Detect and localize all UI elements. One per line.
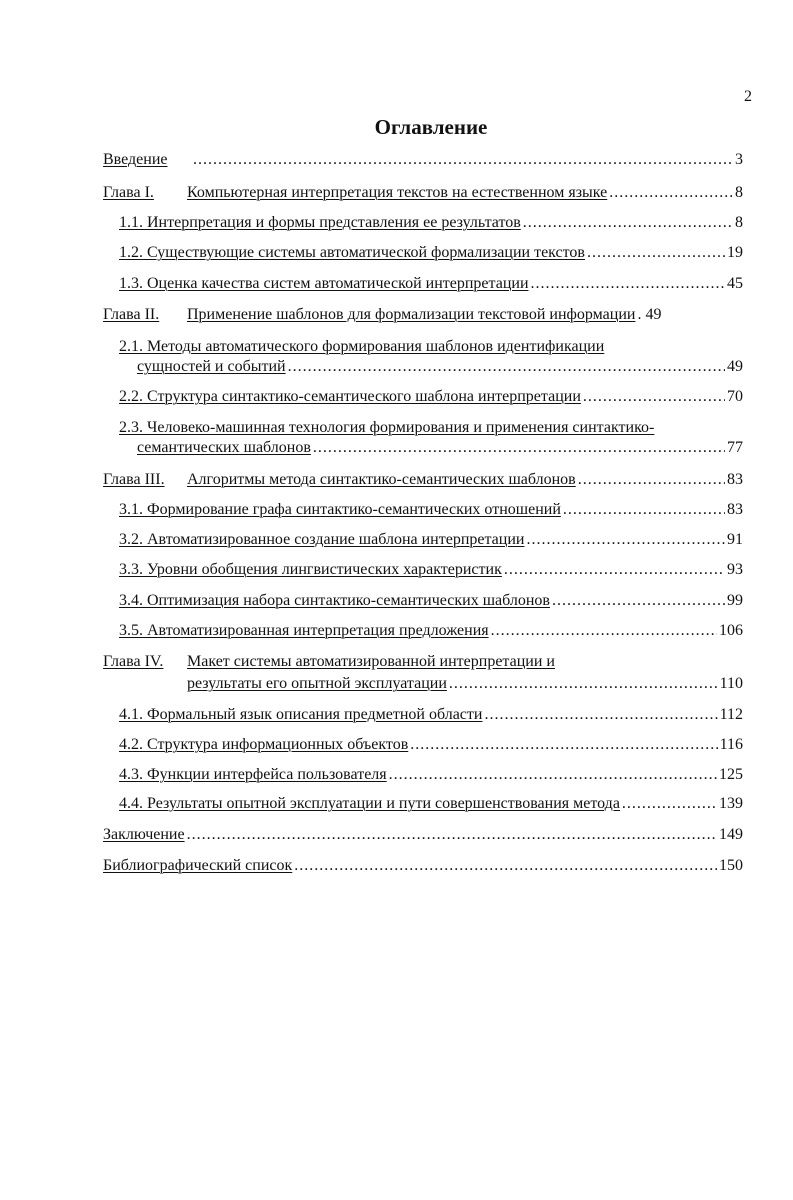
toc-entry-text: 2.2. Структура синтактико-семантического шаблона интерпретации: [119, 388, 581, 405]
chapter-label: Глава I.: [103, 184, 154, 201]
toc-entry-4-2[interactable]: [119, 735, 743, 755]
toc-entry-page: 99: [727, 592, 743, 609]
dot-leader: [552, 591, 725, 611]
toc-entry-4-1[interactable]: [119, 705, 743, 725]
toc-entry-text: 1.3. Оценка качества систем автоматической интерпретации: [119, 275, 529, 292]
toc-entry-text: 4.4. Результаты опытной эксплуатации и пути совершенствования метода: [119, 795, 620, 812]
toc-entry-introduction[interactable]: [103, 150, 743, 170]
toc-entry-page: 70: [727, 388, 743, 405]
dot-leader: [531, 274, 726, 294]
toc-entry-text: Компьютерная интерпретация текстов на естественном языке: [187, 184, 608, 201]
toc-entry-line1: Макет системы автоматизированной интерпретации и: [187, 653, 555, 670]
dot-leader: [637, 305, 643, 325]
toc-entry-3-4[interactable]: [119, 591, 743, 611]
dot-leader: [193, 150, 733, 170]
dot-leader: [313, 438, 725, 458]
dot-leader: [526, 530, 725, 550]
chapter-label: Глава IV.: [103, 653, 164, 670]
toc-entry-chapter-1[interactable]: [103, 183, 743, 203]
toc-entry-page: 93: [727, 561, 743, 578]
chapter-label: Глава III.: [103, 471, 165, 488]
toc-entry-chapter-2[interactable]: [103, 305, 743, 325]
toc-entry-page: 150: [719, 857, 743, 874]
toc-entry-page: 116: [719, 736, 743, 753]
page-number: 2: [744, 88, 752, 105]
dot-leader: [523, 213, 733, 233]
toc-entry-page: 77: [727, 439, 743, 456]
toc-entry-text: Заключение: [103, 826, 185, 843]
dot-leader: [504, 560, 725, 580]
toc-entry-text: Применение шаблонов для формализации текстовой информации: [187, 306, 636, 323]
toc-entry-text: Алгоритмы метода синтактико-семантических шаблонов: [187, 471, 576, 488]
toc-entry-2-1[interactable]: [137, 357, 743, 377]
toc-entry-text: 1.1. Интерпретация и формы представления ее результатов: [119, 214, 521, 231]
toc-entry-text: 3.5. Автоматизированная интерпретация предложения: [119, 622, 489, 639]
toc-entry-1-2[interactable]: [119, 243, 743, 263]
toc-entry-3-2[interactable]: [119, 530, 743, 550]
toc-entry-text: 3.1. Формирование графа синтактико-семантических отношений: [119, 501, 561, 518]
toc-entry-page: 49: [727, 358, 743, 375]
toc-entry-page: 19: [727, 244, 743, 261]
toc-entry-text: 3.4. Оптимизация набора синтактико-семантических шаблонов: [119, 592, 550, 609]
toc-entry-bibliography[interactable]: [103, 856, 743, 876]
toc-entry-text: Введение: [103, 151, 168, 168]
toc-entry-3-1[interactable]: [119, 500, 743, 520]
toc-entry-4-3[interactable]: [119, 765, 743, 785]
toc-entry-2-2[interactable]: [119, 387, 743, 407]
dot-leader: [294, 856, 717, 876]
toc-entry-1-1[interactable]: [119, 213, 743, 233]
dot-leader: [410, 735, 717, 755]
toc-entry-page: 8: [735, 214, 743, 231]
toc-entry-3-5[interactable]: [119, 621, 743, 641]
toc-entry-page: 83: [727, 501, 743, 518]
toc-entry-2-3-line1: 2.3. Человеко-машинная технология формирования и применения синтактико-: [119, 419, 655, 436]
toc-entry-page: 91: [727, 531, 743, 548]
toc-entry-chapter-3[interactable]: [103, 470, 743, 490]
toc-entry-page: 83: [727, 471, 743, 488]
toc-entry-chapter-4[interactable]: [187, 674, 743, 694]
dot-leader: [491, 621, 717, 641]
toc-entry-text: 3.3. Уровни обобщения лингвистических характеристик: [119, 561, 502, 578]
dot-leader: [622, 794, 717, 814]
toc-entry-text: 1.2. Существующие системы автоматической формализации текстов: [119, 244, 585, 261]
toc-entry-chapter-4-line1: [103, 652, 555, 672]
dot-leader: [583, 387, 725, 407]
toc-entry-page: 139: [719, 795, 743, 812]
toc-entry-page: 149: [719, 826, 743, 843]
toc-entry-2-1-line1: 2.1. Методы автоматического формирования шаблонов идентификации: [119, 338, 605, 355]
toc-entry-text: 4.3. Функции интерфейса пользователя: [119, 766, 387, 783]
toc-entry-page: 112: [719, 706, 743, 723]
dot-leader: [609, 183, 733, 203]
dot-leader: [187, 825, 717, 845]
toc-entry-text: Библиографический список: [103, 857, 293, 874]
toc-entry-page: 49: [645, 306, 662, 323]
chapter-label: Глава II.: [103, 306, 160, 323]
toc-entry-conclusion[interactable]: [103, 825, 743, 845]
toc-entry-text: результаты его опытной эксплуатации: [187, 675, 447, 692]
toc-entry-2-3[interactable]: [137, 438, 743, 458]
dot-leader: [484, 705, 717, 725]
dot-leader: [288, 357, 725, 377]
dot-leader: [389, 765, 717, 785]
dot-leader: [578, 470, 725, 490]
toc-title: Оглавление: [374, 115, 488, 139]
dot-leader: [563, 500, 725, 520]
toc-entry-page: 45: [727, 275, 743, 292]
toc-entry-page: 8: [735, 184, 743, 201]
dot-leader: [449, 674, 718, 694]
toc-entry-4-4[interactable]: [119, 794, 743, 814]
toc-entry-3-3[interactable]: [119, 560, 743, 580]
toc-entry-text: 4.2. Структура информационных объектов: [119, 736, 409, 753]
toc-entry-1-3[interactable]: [119, 274, 743, 294]
toc-entry-page: 106: [719, 622, 743, 639]
dot-leader: [587, 243, 725, 263]
toc-entry-text: 4.1. Формальный язык описания предметной области: [119, 706, 483, 723]
toc-entry-text: 3.2. Автоматизированное создание шаблона интерпретации: [119, 531, 525, 548]
toc-entry-page: 125: [719, 766, 743, 783]
toc-entry-text: семантических шаблонов: [137, 439, 311, 456]
toc-entry-page: 3: [735, 151, 743, 168]
toc-entry-text: сущностей и событий: [137, 358, 286, 375]
toc-entry-page: 110: [719, 675, 743, 692]
